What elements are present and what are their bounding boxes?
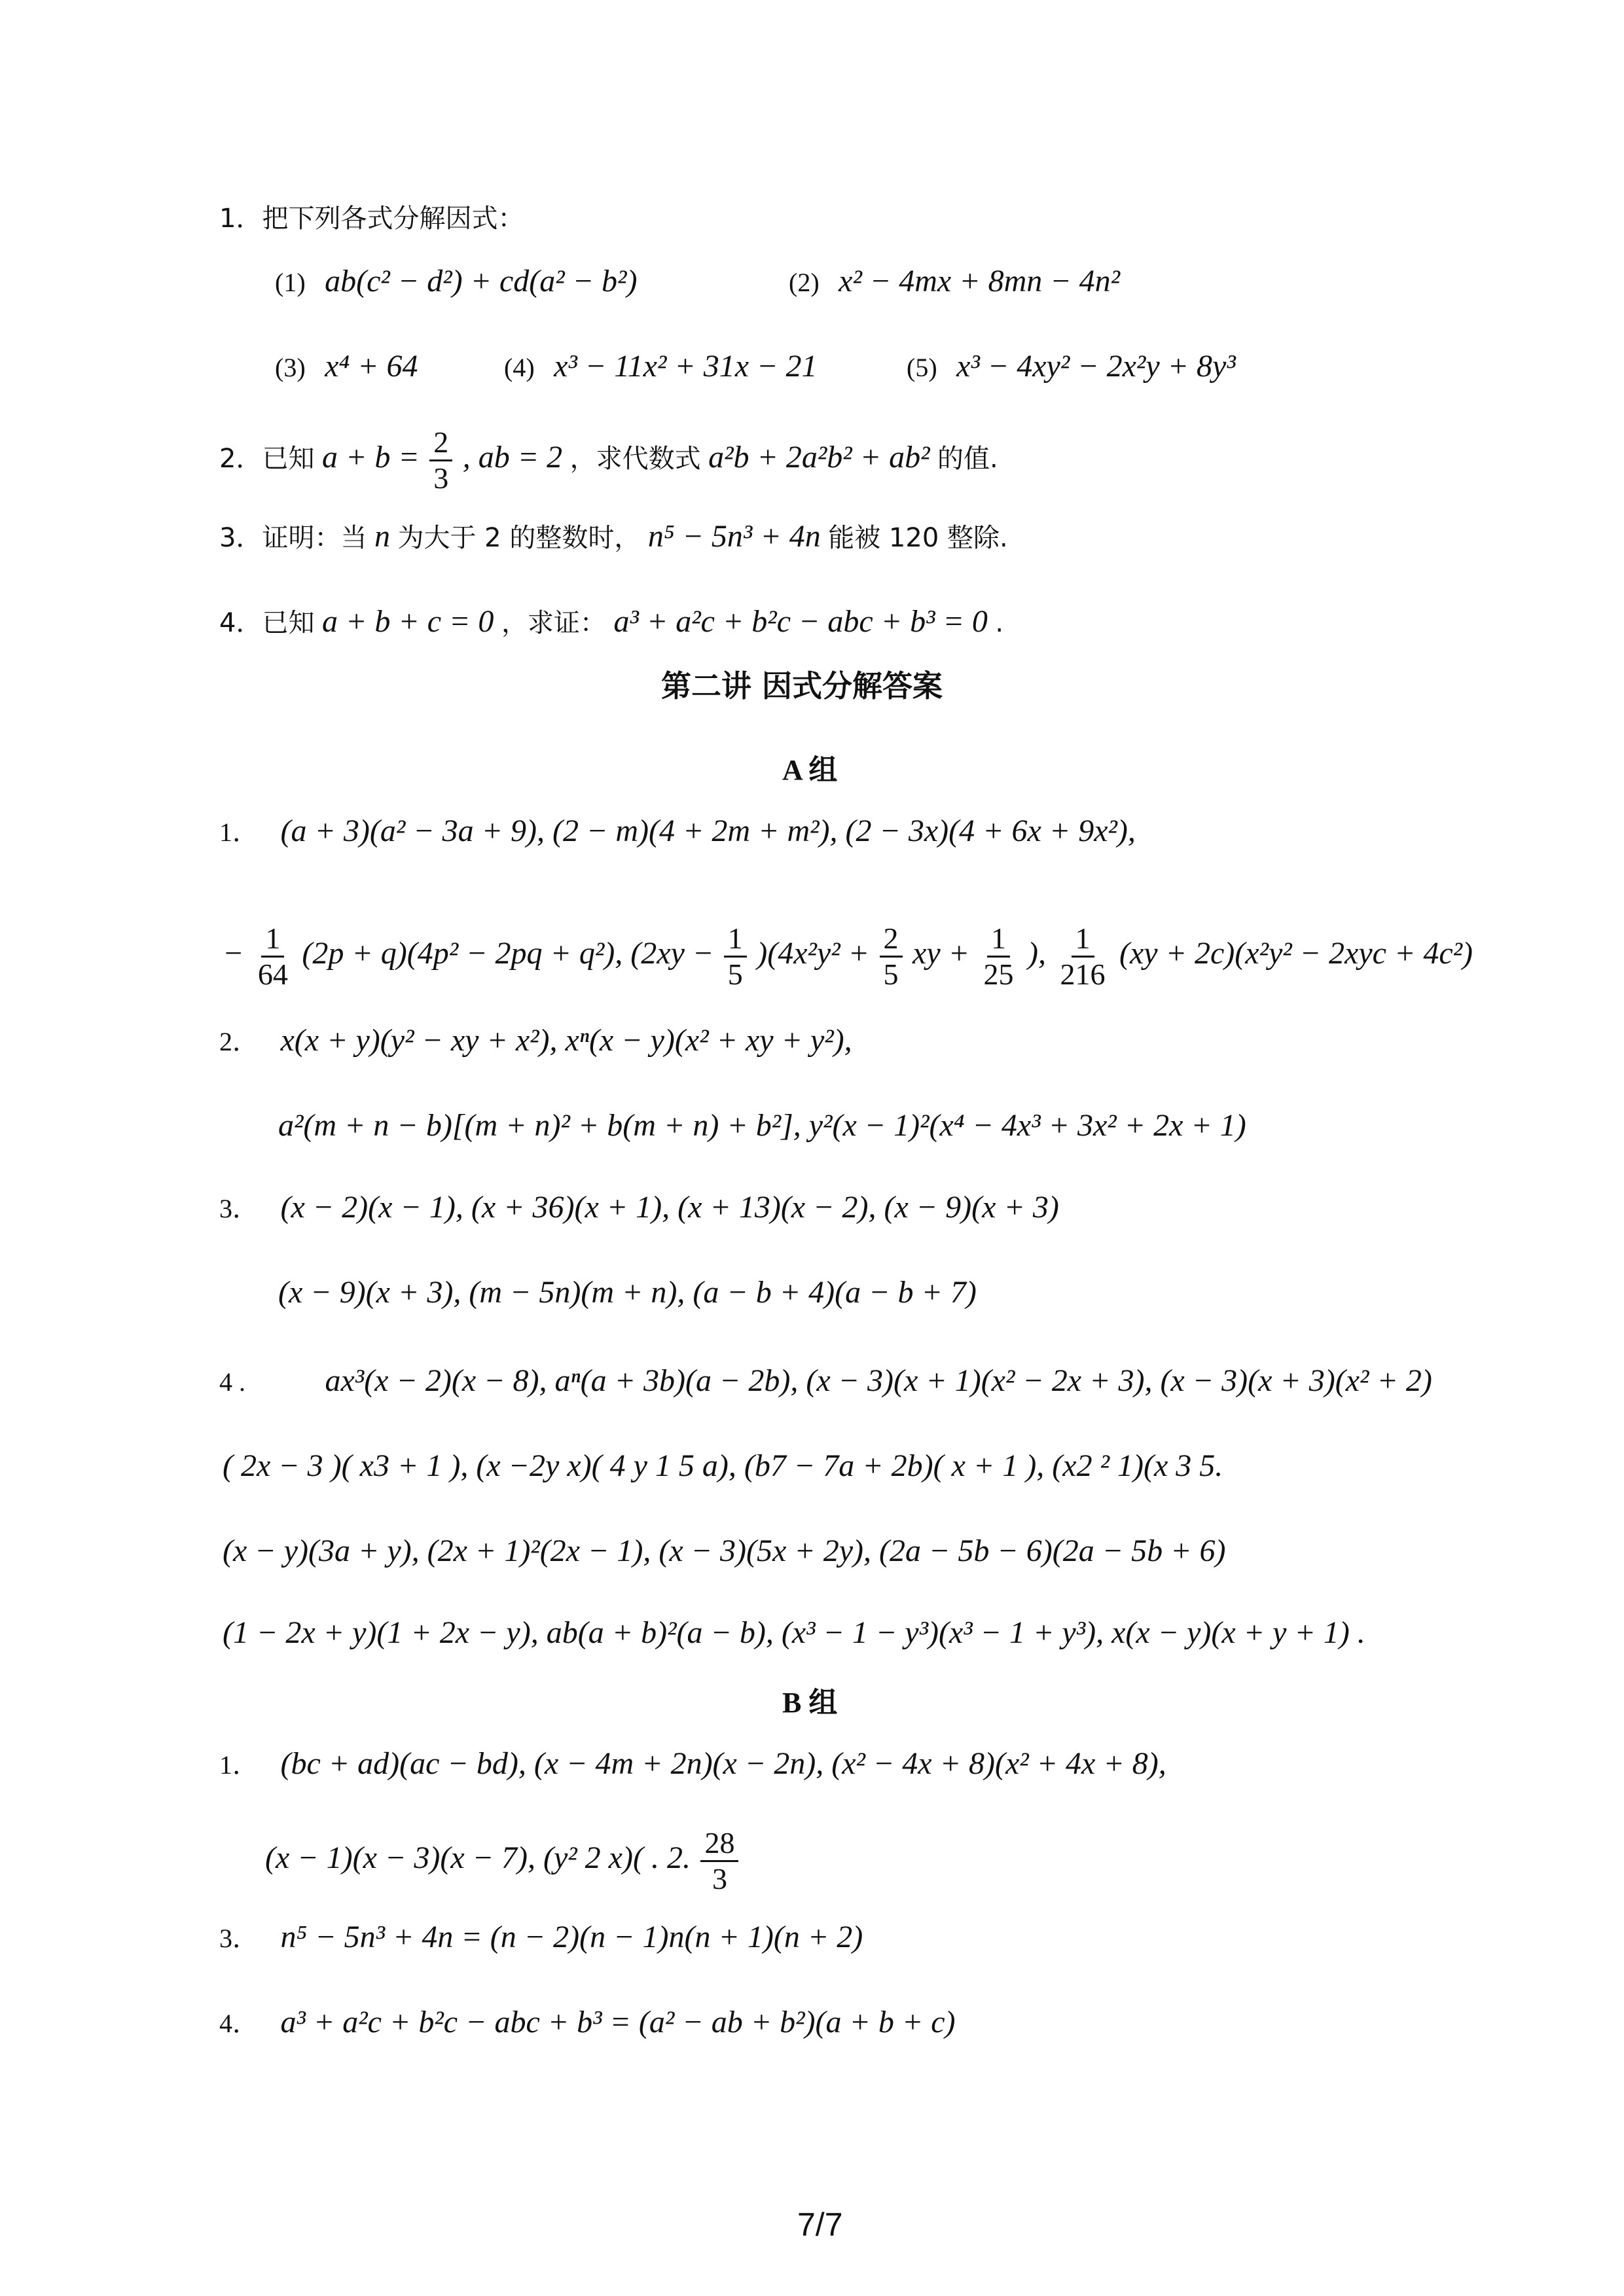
answer-expression: (a + 3)(a² − 3a + 9), (2 − m)(4 + 2m + m²), (2 − 3x)(4 + 6x + 9x²), [280,814,1136,848]
problem-2-mid: ，求代数式 [569,444,701,475]
answer-label: 3． [219,1924,259,1953]
problem-2-condition: , ab = 2 [462,440,563,475]
problem-3-var: n [374,519,390,554]
answer-term: )(4x²y² + [757,936,870,971]
answer-a1-line2 [223,922,1473,992]
answer-term: ), [1028,936,1046,971]
problem-2-suffix: 的值. [937,444,998,475]
problem-4 [219,602,1003,643]
problem-2-lhs: a + b = [321,440,420,475]
fraction-denominator: 3 [433,461,449,495]
fraction-28-3 [700,1826,738,1896]
item-label: (5) [907,353,937,382]
answer-a2-line1 [219,1021,852,1062]
item-expression: ab(c² − d²) + cd(a² − b²) [325,264,638,298]
answer-label: 3． [219,1194,259,1223]
problem-4-mid: ，求证： [501,608,606,638]
problem-1-item-1 [275,262,637,302]
problem-3-expression: n⁵ − 5n³ + 4n [647,519,821,554]
fraction-1-64 [254,922,292,992]
answer-a4-line1 [219,1361,1432,1402]
fraction-2-5 [880,922,903,992]
problem-2 [219,425,998,495]
problem-4-condition: a + b + c = 0 [321,604,494,639]
answer-term: (2p + q)(4p² − 2pq + q²), (2xy − [302,936,714,971]
fraction-numerator: 1 [1072,922,1094,958]
answer-a2-line2 [278,1106,1246,1145]
problem-2-prefix: 2．已知 [219,444,315,475]
problem-3 [219,517,1008,558]
fraction-denominator: 216 [1060,958,1106,991]
answer-expression: a²(m + n − b)[(m + n)² + b(m + n) + b²], y²(x − 1)²(x⁴ − 4x³ + 3x² + 2x + 1) [278,1108,1246,1143]
problem-3-mid: 为大于 2 的整数时， [397,523,641,553]
fraction-denominator: 5 [727,958,743,991]
problem-1-item-2 [789,262,1120,302]
fraction-1-216 [1056,922,1110,992]
answers-title: 第二讲 因式分解答案 [661,668,943,704]
answer-a4-line2 [223,1446,1223,1486]
answer-a3-line2 [278,1273,977,1312]
answer-expression: (bc + ad)(ac − bd), (x − 4m + 2n)(x − 2n), (x² − 4x + 8)(x² + 4x + 8), [280,1746,1166,1781]
answer-expression: (x − 2)(x − 1), (x + 36)(x + 1), (x + 13)(x − 2), (x − 9)(x + 3) [280,1190,1059,1225]
problem-3-suffix: 能被 120 整除. [828,523,1008,553]
item-label: (2) [789,268,820,297]
item-expression: x⁴ + 64 [325,349,418,384]
answer-b1-line1 [219,1744,1166,1785]
problem-1-item-3 [275,347,418,387]
fraction-denominator: 25 [983,958,1014,991]
page-number: 7/7 [797,2206,843,2243]
answer-label: 2． [219,1027,259,1056]
fraction-denominator: 3 [712,1862,727,1895]
answer-label: 4 . [219,1367,245,1397]
answer-expression: (x − 9)(x + 3), (m − 5n)(m + n), (a − b + 4)(a − b + 7) [278,1275,977,1310]
fraction-numerator: 1 [724,922,747,958]
answer-label: 1． [219,1750,259,1780]
answer-a5-line2 [223,1613,1365,1653]
fraction-two-thirds [429,425,452,495]
answer-label: 1． [219,817,259,847]
answer-expression: ax³(x − 2)(x − 8), aⁿ(a + 3b)(a − 2b), (x − 3)(x + 1)(x² − 2x + 3), (x − 3)(x + 3)(x² + 2) [325,1363,1432,1398]
answer-expression: (1 − 2x + y)(1 + 2x − y), ab(a + b)²(a − b), (x³ − 1 − y³)(x³ − 1 + y³), x(x − y)(x + y + 1) . [223,1615,1365,1650]
answer-expression: a³ + a²c + b²c − abc + b³ = (a² − ab + b²)(a + b + c) [280,2005,956,2039]
problem-1-item-4 [504,347,817,387]
problem-3-prefix: 3．证明：当 [219,523,367,553]
item-label: (4) [504,353,535,382]
answer-expression: n⁵ − 5n³ + 4n = (n − 2)(n − 1)n(n + 1)(n + 2) [280,1920,863,1954]
fraction-numerator: 1 [987,922,1010,958]
fraction-numerator: 2 [880,922,903,958]
problem-4-expression: a³ + a²c + b²c − abc + b³ = 0 [613,604,988,639]
fraction-numerator: 28 [700,1826,738,1862]
group-a-title: A 组 [782,754,838,786]
minus-sign: − [223,936,244,971]
answer-term: xy + [912,936,970,971]
fraction-numerator: 1 [261,922,284,958]
problem-2-expression: a²b + 2a²b² + ab² [708,440,930,475]
item-expression: x³ − 11x² + 31x − 21 [554,349,818,384]
group-b-title: B 组 [782,1687,838,1719]
fraction-denominator: 5 [883,958,899,991]
item-label: (3) [275,353,306,382]
answer-expression: (x − y)(3a + y), (2x + 1)²(2x − 1), (x − 3)(5x + 2y), (2a − 5b − 6)(2a − 5b + 6) [223,1534,1226,1568]
item-expression: x³ − 4xy² − 2x²y + 8y³ [956,349,1236,384]
answer-a1-line1 [219,812,1136,852]
item-label: (1) [275,268,306,297]
fraction-1-5 [724,922,747,992]
problem-1-item-5 [907,347,1236,387]
answer-a5-line1 [223,1532,1225,1571]
problem-4-suffix: . [995,608,1004,638]
answer-expression-garbled: (x − 1)(x − 3)(x − 7), (y² 2 x)( . 2. [265,1840,691,1876]
answer-expression-garbled: ( 2x − 3 )( x3 + 1 ), (x −2y x)( 4 y 1 5 a), (b7 − 7a + 2b)( x + 1 ), (x2 ² 1)(x 3 5. [223,1448,1223,1483]
problem-4-prefix: 4．已知 [219,608,315,638]
problem-1-title: 1．把下列各式分解因式： [219,204,524,234]
fraction-denominator: 64 [257,958,288,991]
fraction-numerator: 2 [429,425,452,461]
fraction-1-25 [980,922,1018,992]
answer-b1-line2 [265,1826,741,1896]
answer-a3-line1 [219,1188,1059,1229]
answer-b3 [219,1918,863,1958]
item-expression: x² − 4mx + 8mn − 4n² [839,264,1121,298]
answer-b4 [219,2003,956,2043]
answer-label: 4． [219,2009,259,2038]
answer-expression: x(x + y)(y² − xy + x²), xⁿ(x − y)(x² + xy + y²), [280,1023,852,1058]
answer-term: (xy + 2c)(x²y² − 2xyc + 4c²) [1119,936,1473,971]
